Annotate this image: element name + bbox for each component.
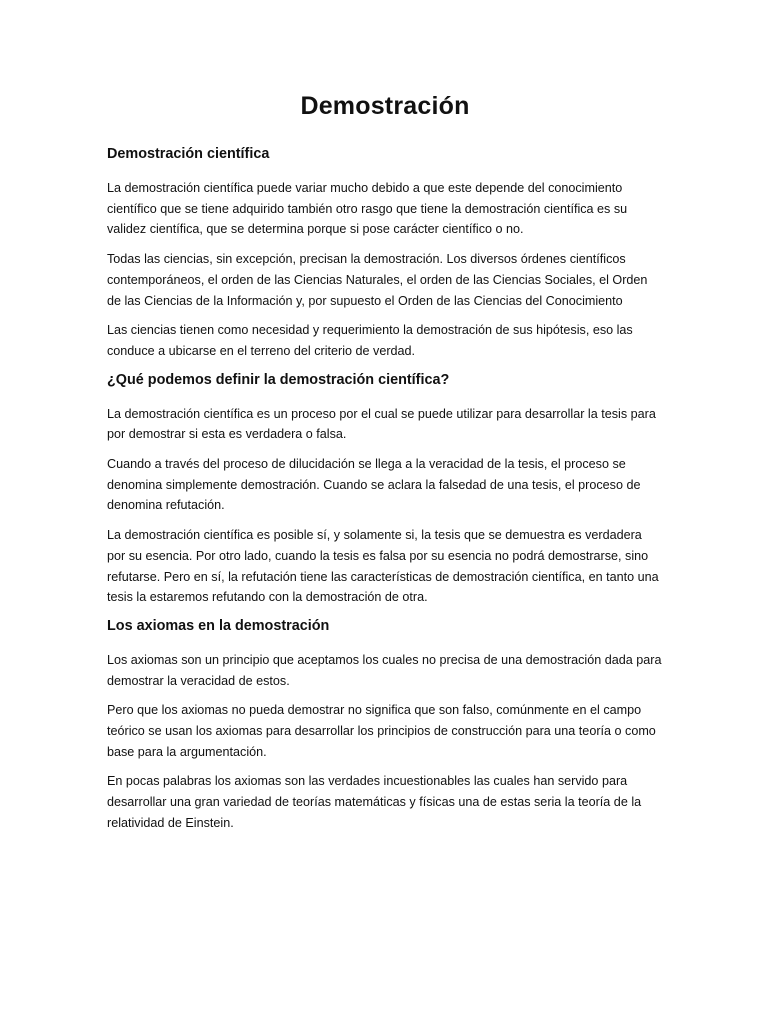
paragraph: La demostración científica es posible sí, y solamente si, la tesis que se demuestra es verdadera por su esencia. Por otro lado, cuando la tesis es falsa por su esencia no podrá demostrarse, sino refutarse. Pero en sí, la refutación tiene las características de demostración científica, en tanto una tesis la estaremos refutando con la demostración de otra. — [107, 528, 659, 605]
document-page — [107, 92, 663, 843]
paragraph: La demostración científica puede variar mucho debido a que este depende del conocimiento científico que se tiene adquirido también otro rasgo que tiene la demostración científica es su validez científica, que se determina porque si pose carácter científico o no. — [107, 181, 628, 237]
paragraph: Cuando a través del proceso de dilucidación se llega a la veracidad de la tesis, el proceso se denomina simplemente demostración. Cuando se aclara la falsedad de una tesis, el proceso de denomina refutación. — [107, 457, 641, 513]
section-que-podemos-definir — [107, 371, 663, 608]
section-heading: Demostración científica — [107, 146, 270, 162]
paragraph: Las ciencias tienen como necesidad y requerimiento la demostración de sus hipótesis, eso las conduce a ubicarse en el terreno del criterio de verdad. — [107, 323, 633, 358]
paragraph: La demostración científica es un proceso por el cual se puede utilizar para desarrollar la tesis para por demostrar si esta es verdadera o falsa. — [107, 406, 656, 442]
paragraph: Pero que los axiomas no pueda demostrar no significa que son falso, comúnmente en el campo teórico se usan los axiomas para desarrollar los principios de construcción para una teoría o como base para la argumentación. — [107, 703, 656, 759]
section-demostracion-cientifica — [107, 145, 663, 362]
document-title: Demostración — [300, 92, 470, 120]
paragraph: Los axiomas son un principio que aceptamos los cuales no precisa de una demostración dada para demostrar la veracidad de estos. — [107, 652, 662, 688]
paragraph: En pocas palabras los axiomas son las verdades incuestionables las cuales han servido para desarrollar una gran variedad de teorías matemáticas y físicas una de estas seria la teoría de la relatividad de Einstein. — [107, 774, 642, 830]
section-axiomas — [107, 617, 663, 834]
paragraph: Todas las ciencias, sin excepción, precisan la demostración. Los diversos órdenes científicos contemporáneos, el orden de las Ciencias Naturales, el orden de las Ciencias Sociales, el Orden de las Ciencias de la Información y, por supuesto el Orden de las Ciencias del Conocimiento — [107, 252, 648, 308]
section-heading: Los axiomas en la demostración — [107, 617, 330, 634]
section-heading: ¿Qué podemos definir la demostración científica? — [107, 371, 450, 388]
